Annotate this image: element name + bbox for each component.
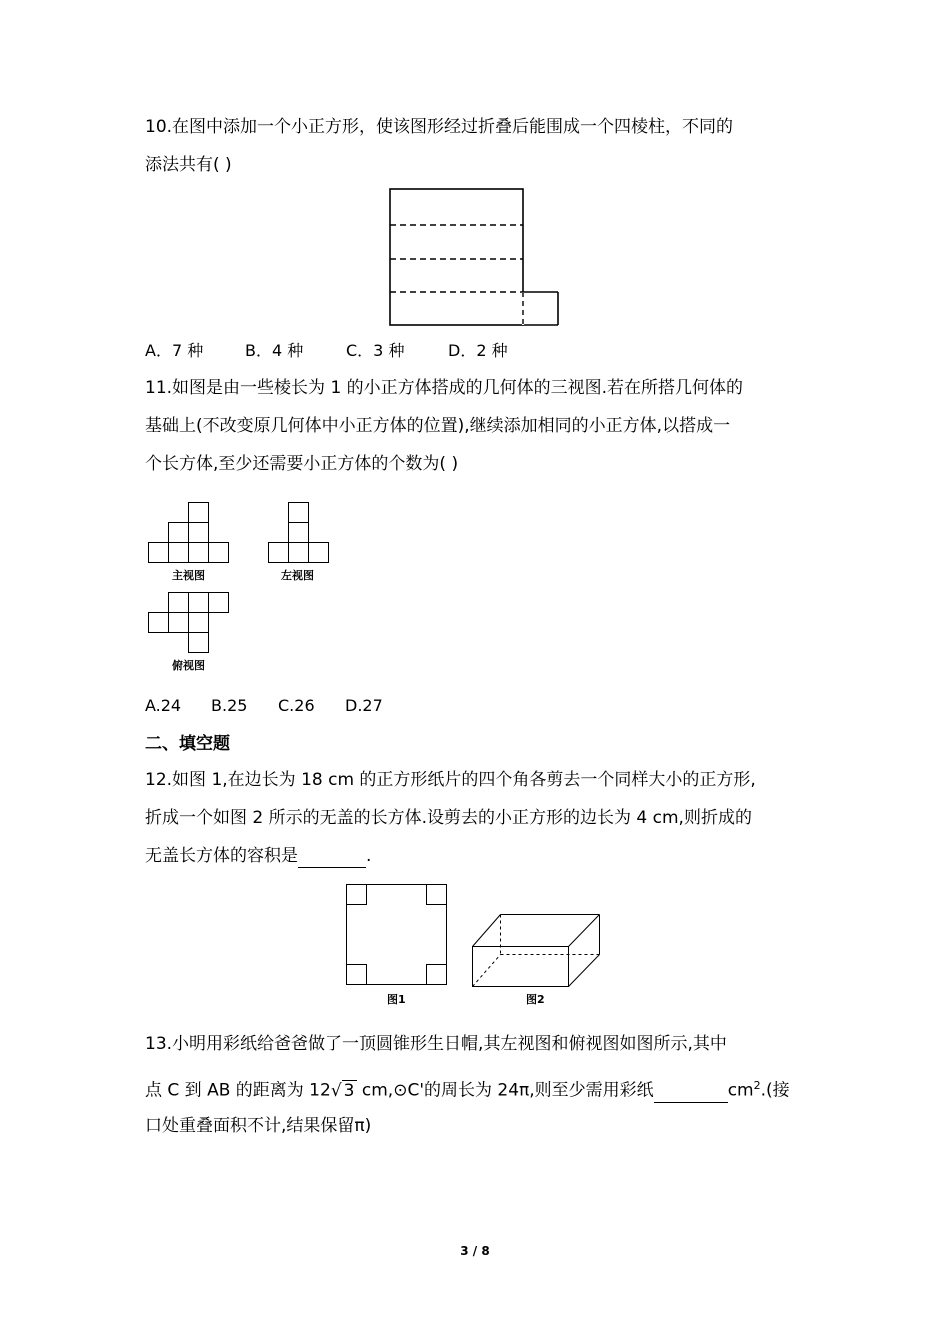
q11-front-view: [148, 502, 232, 566]
q10-option-c: C．3 种: [346, 341, 405, 360]
q11-line1: 11.如图是由一些棱长为 1 的小正方体搭成的几何体的三视图.若在所搭几何体的: [145, 378, 744, 398]
q13-line2-suffix: .(接: [760, 1080, 790, 1101]
q13-unit-exponent: 2: [753, 1079, 761, 1092]
q13-line2-mid: cm,⊙C'的周长为 24π,则至少需用彩纸: [356, 1080, 654, 1101]
q13-line2-prefix: 点 C 到 AB 的距离为 12: [145, 1080, 331, 1101]
q11-left-view: [268, 502, 332, 566]
q10-option-d: D．2 种: [448, 341, 508, 360]
q11-options: [145, 695, 383, 717]
q10-option-a: A．7 种: [145, 341, 204, 360]
section-heading: 二、填空题: [145, 734, 230, 754]
q10-option-b: B．4 种: [245, 341, 304, 360]
q12-figure-1: [345, 883, 449, 987]
q11-option-d: D.27: [345, 696, 383, 715]
sqrt-radicand: 3: [343, 1080, 355, 1101]
q12-answer-blank[interactable]: [298, 849, 366, 868]
q11-line2: 基础上(不改变原几何体中小正方体的位置),继续添加相同的小正方体,以搭成一: [145, 416, 731, 436]
q12-line3-suffix: .: [366, 846, 372, 866]
q11-left-caption: 左视图: [281, 569, 314, 582]
q12-line2: 折成一个如图 2 所示的无盖的长方体.设剪去的小正方形的边长为 4 cm,则折成的: [145, 808, 752, 828]
q13-unit: cm: [727, 1080, 754, 1101]
net-strip-outline: [390, 189, 523, 325]
q11-front-caption: 主视图: [172, 569, 205, 582]
q13-answer-blank[interactable]: [654, 1084, 728, 1103]
q11-top-view: [148, 592, 232, 656]
q11-line3: 个长方体,至少还需要小正方体的个数为( ): [145, 454, 459, 474]
q13-line3: 口处重叠面积不计,结果保留π): [145, 1116, 372, 1136]
q13-line1: 13.小明用彩纸给爸爸做了一顶圆锥形生日帽,其左视图和俯视图如图所示,其中: [145, 1034, 727, 1054]
q12-fig2-caption: 图2: [526, 993, 545, 1006]
q12-line3-prefix: 无盖长方体的容积是: [145, 846, 298, 866]
q10-line2: 添法共有( ): [145, 155, 232, 175]
q10-line1: 10.在图中添加一个小正方形，使该图形经过折叠后能围成一个四棱柱，不同的: [145, 117, 734, 137]
q10-options: [145, 340, 508, 362]
q11-option-c: C.26: [278, 696, 315, 715]
q10-net-figure: [389, 188, 561, 328]
q12-line3: [145, 844, 371, 868]
q11-option-a: A.24: [145, 696, 182, 715]
q11-option-b: B.25: [211, 696, 248, 715]
q12-fig1-caption: 图1: [387, 993, 406, 1006]
sqrt-symbol: √ 3: [330, 1080, 355, 1101]
q11-top-caption: 俯视图: [172, 659, 205, 672]
q13-line2: [145, 1074, 790, 1103]
q12-line1: 12.如图 1,在边长为 18 cm 的正方形纸片的四个角各剪去一个同样大小的正方形,: [145, 770, 756, 790]
q12-figure-2: [470, 910, 605, 990]
page-number: 3 / 8: [460, 1244, 490, 1258]
